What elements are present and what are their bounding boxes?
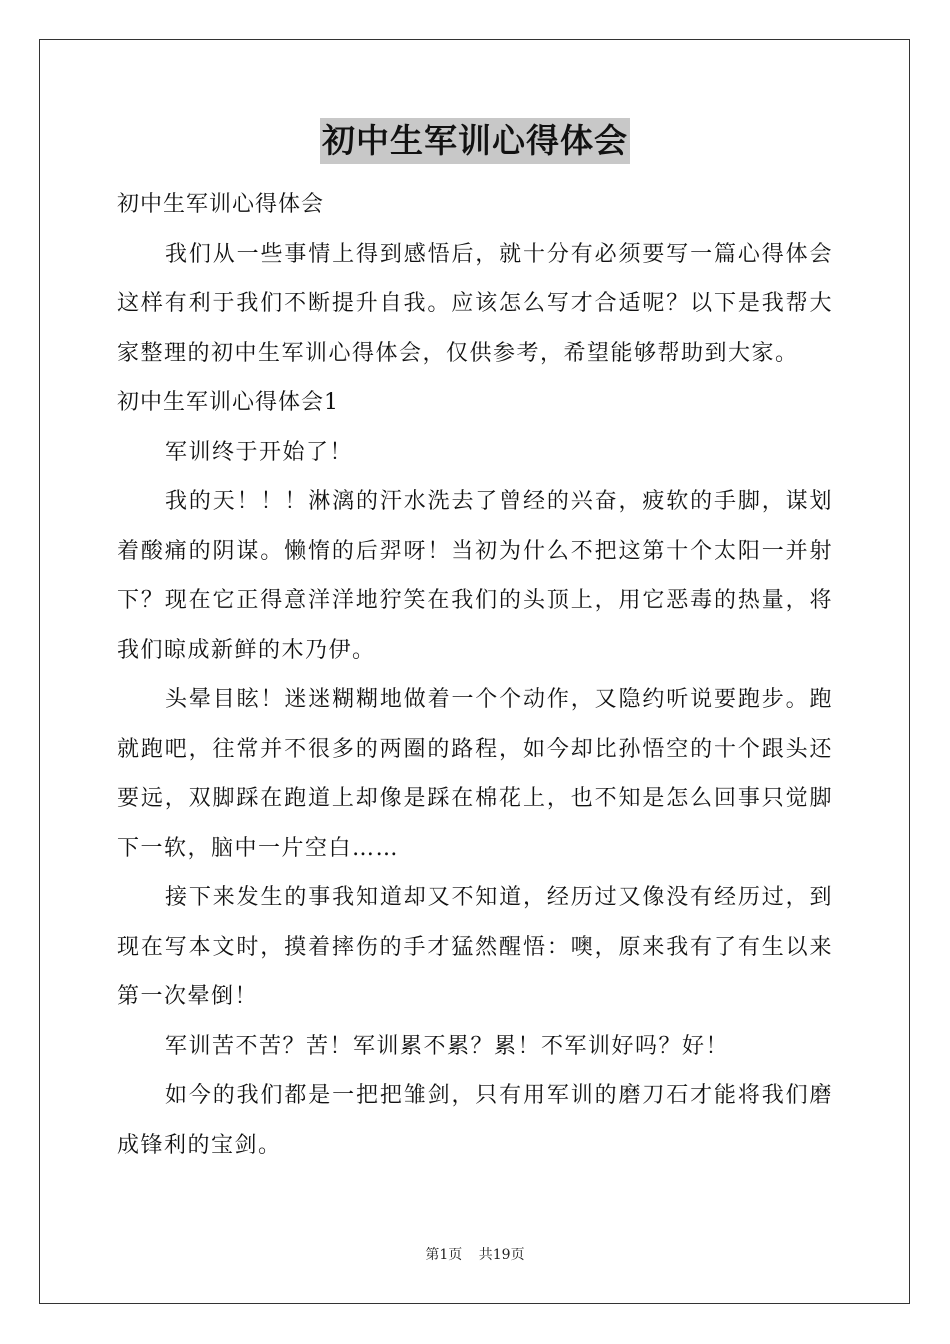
paragraph: 军训终于开始了！	[165, 439, 354, 465]
document-title	[117, 118, 833, 168]
paragraph: 我的天！！！淋漓的汗水洗去了曾经的兴奋，疲软的手脚，谋划着酸痛的阴谋。懒惰的后羿呀！当初为什么不把这第十个太阳一并射下？现在它正得意洋洋地狞笑在我们的头顶上，用它恶毒的热量，将我们晾成新鲜的木乃伊。	[117, 489, 833, 663]
page-number: 第1页	[425, 1247, 463, 1263]
paragraph: 头晕目眩！迷迷糊糊地做着一个个动作，又隐约听说要跑步。跑就跑吧，往常并不很多的两圈的路程，如今却比孙悟空的十个跟头还要远，双脚踩在跑道上却像是踩在棉花上，也不知是怎么回事只觉脚下一软，脑中一片空白……	[117, 687, 833, 861]
document-title-text: 初中生军训心得体会	[320, 118, 630, 164]
paragraph-intro: 我们从一些事情上得到感悟后，就十分有必须要写一篇心得体会这样有利于我们不断提升自我。应该怎么写才合适呢？以下是我帮大家整理的初中生军训心得体会，仅供参考，希望能够帮助到大家。	[117, 241, 833, 366]
paragraph: 如今的我们都是一把把雏剑，只有用军训的磨刀石才能将我们磨成锋利的宝剑。	[117, 1083, 833, 1158]
section-heading: 初中生军训心得体会1	[117, 390, 339, 415]
document-body	[117, 118, 833, 1170]
paragraph: 接下来发生的事我知道却又不知道，经历过又像没有经历过，到现在写本文时，摸着摔伤的手才猛然醒悟：噢，原来我有了有生以来第一次晕倒！	[117, 885, 833, 1009]
page-footer	[0, 1244, 950, 1264]
page-total: 共19页	[478, 1247, 525, 1263]
paragraph: 军训苦不苦？苦！军训累不累？累！不军训好吗？好！	[165, 1033, 730, 1059]
paragraph-heading: 初中生军训心得体会	[117, 192, 325, 217]
